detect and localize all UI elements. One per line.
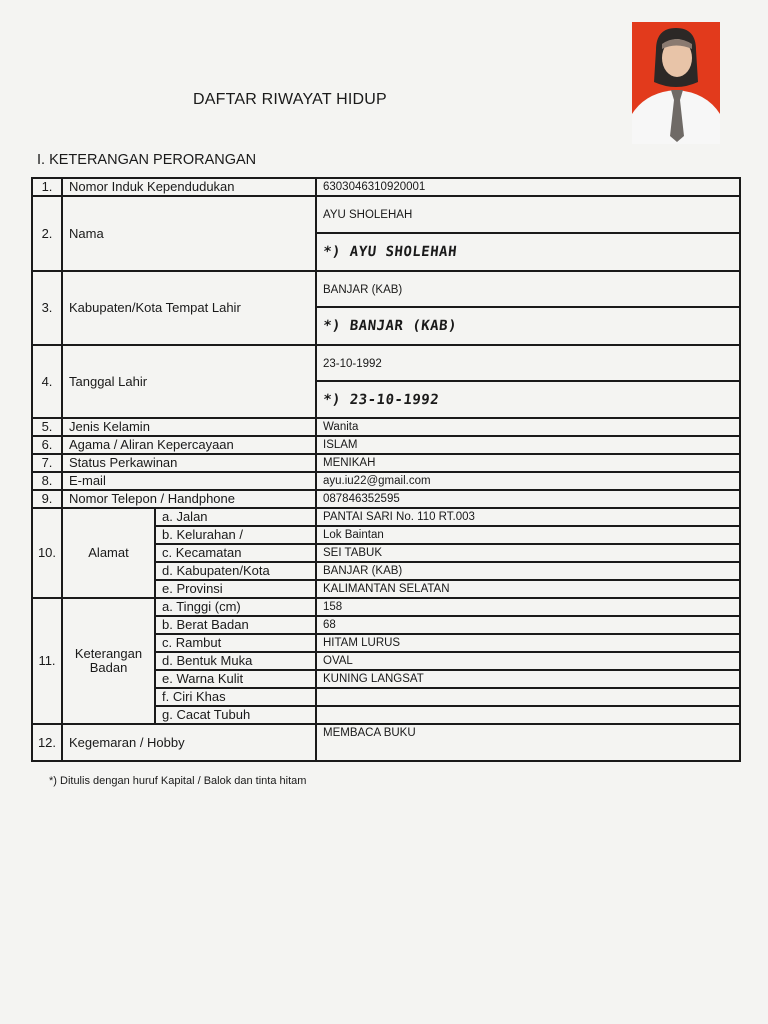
row-number: 10. bbox=[32, 508, 62, 598]
field-label: Agama / Aliran Kepercayaan bbox=[62, 436, 316, 454]
row-number: 11. bbox=[32, 598, 62, 724]
field-value: 6303046310920001 bbox=[316, 178, 740, 196]
row-number: 2. bbox=[32, 196, 62, 271]
document-title: DAFTAR RIWAYAT HIDUP bbox=[193, 91, 387, 108]
table-row bbox=[32, 271, 740, 307]
row-number: 7. bbox=[32, 454, 62, 472]
row-number: 6. bbox=[32, 436, 62, 454]
field-value: KUNING LANGSAT bbox=[316, 670, 740, 688]
field-value: 158 bbox=[316, 598, 740, 616]
field-value: BANJAR (KAB) bbox=[316, 562, 740, 580]
table-row bbox=[32, 418, 740, 436]
table-row bbox=[32, 490, 740, 508]
row-number: 9. bbox=[32, 490, 62, 508]
field-value: Lok Baintan bbox=[316, 526, 740, 544]
sub-label: b. Berat Badan bbox=[155, 616, 316, 634]
field-value: ISLAM bbox=[316, 436, 740, 454]
group-label: Keterangan Badan bbox=[62, 598, 155, 724]
sub-label: a. Tinggi (cm) bbox=[155, 598, 316, 616]
table-row bbox=[32, 598, 740, 616]
field-value: HITAM LURUS bbox=[316, 634, 740, 652]
table-row bbox=[32, 454, 740, 472]
field-value: AYU SHOLEHAH bbox=[316, 196, 740, 233]
row-number: 3. bbox=[32, 271, 62, 345]
field-value bbox=[316, 688, 740, 706]
field-value: 23-10-1992 bbox=[316, 345, 740, 381]
sub-label: e. Warna Kulit bbox=[155, 670, 316, 688]
field-label: Tanggal Lahir bbox=[62, 345, 316, 418]
profile-photo bbox=[632, 22, 720, 144]
row-number: 4. bbox=[32, 345, 62, 418]
field-value: 68 bbox=[316, 616, 740, 634]
field-value: ayu.iu22@gmail.com bbox=[316, 472, 740, 490]
sub-label: e. Provinsi bbox=[155, 580, 316, 598]
handwritten-value: *) 23-10-1992 bbox=[316, 381, 740, 418]
table-row bbox=[32, 436, 740, 454]
row-number: 1. bbox=[32, 178, 62, 196]
field-value: Wanita bbox=[316, 418, 740, 436]
row-number: 12. bbox=[32, 724, 62, 761]
field-label: E-mail bbox=[62, 472, 316, 490]
field-value: 087846352595 bbox=[316, 490, 740, 508]
sub-label: g. Cacat Tubuh bbox=[155, 706, 316, 724]
field-value bbox=[316, 706, 740, 724]
field-label: Nomor Telepon / Handphone bbox=[62, 490, 316, 508]
sub-label: c. Kecamatan bbox=[155, 544, 316, 562]
table-row bbox=[32, 178, 740, 196]
table-row bbox=[32, 345, 740, 381]
section-heading: I. KETERANGAN PERORANGAN bbox=[37, 152, 257, 168]
field-label: Jenis Kelamin bbox=[62, 418, 316, 436]
field-value: BANJAR (KAB) bbox=[316, 271, 740, 307]
sub-label: b. Kelurahan / bbox=[155, 526, 316, 544]
personal-info-table bbox=[31, 177, 741, 762]
field-label: Kegemaran / Hobby bbox=[62, 724, 316, 761]
footnote: *) Ditulis dengan huruf Kapital / Balok dan tinta hitam bbox=[49, 775, 307, 787]
handwritten-value: *) AYU SHOLEHAH bbox=[316, 233, 740, 271]
table-row bbox=[32, 472, 740, 490]
field-value: KALIMANTAN SELATAN bbox=[316, 580, 740, 598]
field-label: Status Perkawinan bbox=[62, 454, 316, 472]
field-value: MENIKAH bbox=[316, 454, 740, 472]
field-value: OVAL bbox=[316, 652, 740, 670]
sub-label: c. Rambut bbox=[155, 634, 316, 652]
sub-label: d. Kabupaten/Kota bbox=[155, 562, 316, 580]
field-value: MEMBACA BUKU bbox=[316, 724, 740, 761]
field-label: Nomor Induk Kependudukan bbox=[62, 178, 316, 196]
sub-label: a. Jalan bbox=[155, 508, 316, 526]
field-value: PANTAI SARI No. 110 RT.003 bbox=[316, 508, 740, 526]
field-label: Nama bbox=[62, 196, 316, 271]
row-number: 8. bbox=[32, 472, 62, 490]
row-number: 5. bbox=[32, 418, 62, 436]
group-label: Alamat bbox=[62, 508, 155, 598]
handwritten-value: *) BANJAR (KAB) bbox=[316, 307, 740, 345]
table-row bbox=[32, 196, 740, 233]
table-row bbox=[32, 508, 740, 526]
sub-label: d. Bentuk Muka bbox=[155, 652, 316, 670]
table-row bbox=[32, 724, 740, 761]
field-label: Kabupaten/Kota Tempat Lahir bbox=[62, 271, 316, 345]
field-value: SEI TABUK bbox=[316, 544, 740, 562]
sub-label: f. Ciri Khas bbox=[155, 688, 316, 706]
